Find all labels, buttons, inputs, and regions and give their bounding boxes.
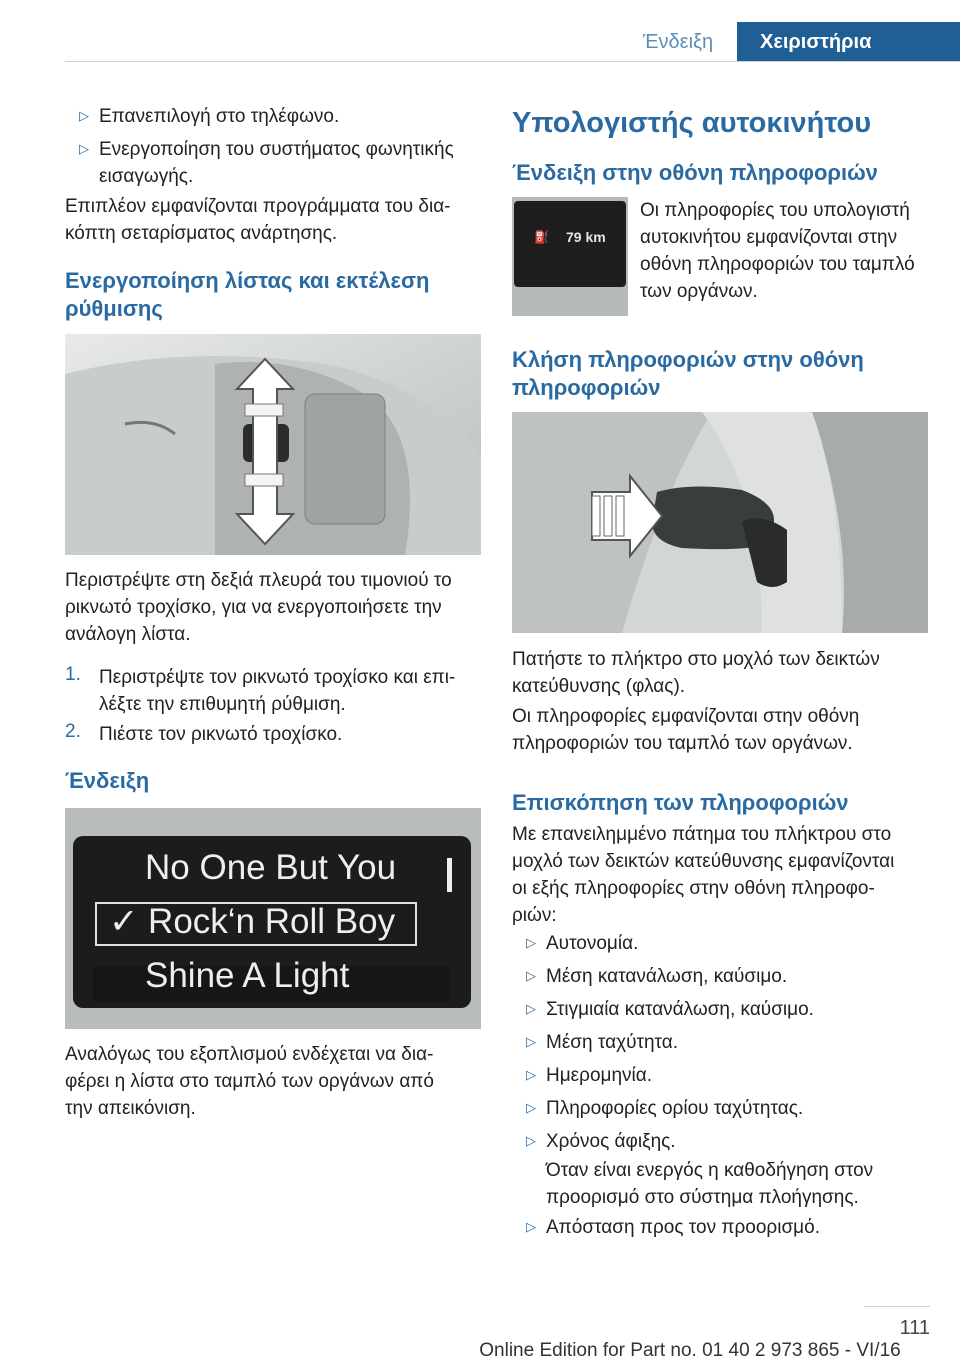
list-item: Στιγμιαία κατανάλωση, καύσιμο.: [546, 999, 814, 1020]
list-item: Αυτονομία.: [546, 933, 639, 954]
section-heading: ρύθμισης: [65, 296, 163, 321]
bullet-triangle-icon: ▷: [526, 1133, 536, 1148]
bullet-triangle-icon: ▷: [526, 968, 536, 983]
page-number: 111: [899, 1317, 930, 1339]
paragraph-line: πληροφοριών του ταμπλό των οργάνων.: [512, 733, 853, 754]
paragraph-line: Οι πληροφορίες εμφανίζονται στην οθόνη: [512, 706, 860, 727]
range-value: 79 km: [566, 229, 606, 245]
paragraph-line: ριών:: [512, 905, 557, 926]
bullet-text: Ενεργοποίηση του συστήματος φωνητικής: [99, 139, 454, 160]
section-heading: Επισκόπηση των πληροφοριών: [512, 790, 849, 815]
bullet-triangle-icon: ▷: [526, 935, 536, 950]
display-list-image: [65, 808, 481, 1029]
paragraph-line: οθόνη πληροφοριών του ταμπλό: [640, 254, 915, 275]
footer-divider: [864, 1306, 930, 1307]
section-heading: Ένδειξη στην οθόνη πληροφοριών: [512, 160, 878, 185]
step-text: λέξτε την επιθυμητή ρύθμιση.: [99, 694, 346, 715]
bullet-triangle-icon: ▷: [526, 1100, 536, 1115]
display-list-item: Shine A Light: [145, 956, 350, 995]
paragraph-line: κόπτη σεταρίσματος ανάρτησης.: [65, 223, 338, 244]
range-display-image: [512, 197, 628, 316]
step-text: Πιέστε τον ρικνωτό τροχίσκο.: [99, 724, 343, 745]
paragraph-line: Επιπλέον εμφανίζονται προγράμματα του δια‐: [65, 196, 451, 217]
steering-wheel-image: [65, 334, 481, 555]
paragraph-line: Περιστρέψτε στη δεξιά πλευρά του τιμονιού το: [65, 570, 452, 591]
display-scrollbar: [447, 858, 452, 892]
header-tab-indicator[interactable]: Ένδειξη: [642, 31, 714, 53]
display-list-item-selected: ✓ Rock‘n Roll Boy: [109, 902, 396, 941]
display-list-item: No One But You: [145, 848, 397, 887]
turn-signal-stalk-image: [512, 412, 928, 633]
step-text: Περιστρέψτε τον ρικνωτό τροχίσκο και επι‐: [99, 667, 456, 688]
list-item: Απόσταση προς τον προορισμό.: [546, 1217, 820, 1238]
list-item: Μέση ταχύτητα.: [546, 1032, 679, 1053]
list-item-note: Όταν είναι ενεργός η καθοδήγηση στον: [546, 1160, 874, 1181]
step-number: 1.: [65, 664, 81, 685]
paragraph-line: ανάλογη λίστα.: [65, 624, 191, 645]
bullet-triangle-icon: ▷: [526, 1034, 536, 1049]
bullet-text: Επανεπιλογή στο τηλέφωνο.: [99, 106, 340, 127]
fuel-pump-icon: ⛽: [534, 230, 549, 244]
list-item: Ημερομηνία.: [546, 1065, 653, 1086]
step-number: 2.: [65, 721, 81, 742]
paragraph-line: αυτοκινήτου εμφανίζονται στην: [640, 227, 898, 248]
bullet-triangle-icon: ▷: [526, 1219, 536, 1234]
paragraph-line: οι εξής πληροφορίες στην οθόνη πληροφο‐: [512, 878, 875, 899]
bullet-text-cont: εισαγωγής.: [99, 166, 194, 187]
header-tab-controls[interactable]: Χειριστήρια: [737, 22, 960, 62]
bullet-triangle-icon: ▷: [526, 1067, 536, 1082]
paragraph-line: των οργάνων.: [640, 281, 758, 302]
list-item: Πληροφορίες ορίου ταχύτητας.: [546, 1098, 804, 1119]
header-divider: [65, 61, 960, 62]
paragraph-line: κατεύθυνσης (φλας).: [512, 676, 686, 697]
section-heading: Κλήση πληροφοριών στην οθόνη: [512, 347, 864, 372]
paragraph-line: Πατήστε το πλήκτρο στο μοχλό των δεικτών: [512, 649, 880, 670]
paragraph-line: Οι πληροφορίες του υπολογιστή: [640, 200, 910, 221]
paragraph-line: ρικνωτό τροχίσκο, για να ενεργοποιήσετε την: [65, 597, 442, 618]
paragraph-line: Αναλόγως του εξοπλισμού ενδέχεται να δια‐: [65, 1044, 434, 1065]
section-heading: πληροφοριών: [512, 375, 661, 400]
section-heading: Ενεργοποίηση λίστας και εκτέλεση: [65, 268, 430, 293]
bullet-triangle-icon: ▷: [79, 141, 89, 156]
bullet-triangle-icon: ▷: [79, 108, 89, 123]
list-item: Μέση κατανάλωση, καύσιμο.: [546, 966, 788, 987]
bullet-triangle-icon: ▷: [526, 1001, 536, 1016]
paragraph-line: την απεικόνιση.: [65, 1098, 196, 1119]
page-title: Υπολογιστής αυτοκινήτου: [512, 107, 872, 139]
list-item-note: προορισμό στο σύστημα πλοήγησης.: [546, 1187, 859, 1208]
edition-note: Online Edition for Part no. 01 40 2 973 865 - VI/16: [479, 1340, 901, 1361]
section-heading: Ένδειξη: [65, 768, 150, 793]
paragraph-line: μοχλό των δεικτών κατεύθυνσης εμφανίζονται: [512, 851, 895, 872]
paragraph-line: φέρει η λίστα στο ταμπλό των οργάνων από: [65, 1071, 434, 1092]
list-item: Χρόνος άφιξης.: [546, 1131, 676, 1152]
paragraph-line: Με επανειλημμένο πάτημα του πλήκτρου στο: [512, 824, 892, 845]
